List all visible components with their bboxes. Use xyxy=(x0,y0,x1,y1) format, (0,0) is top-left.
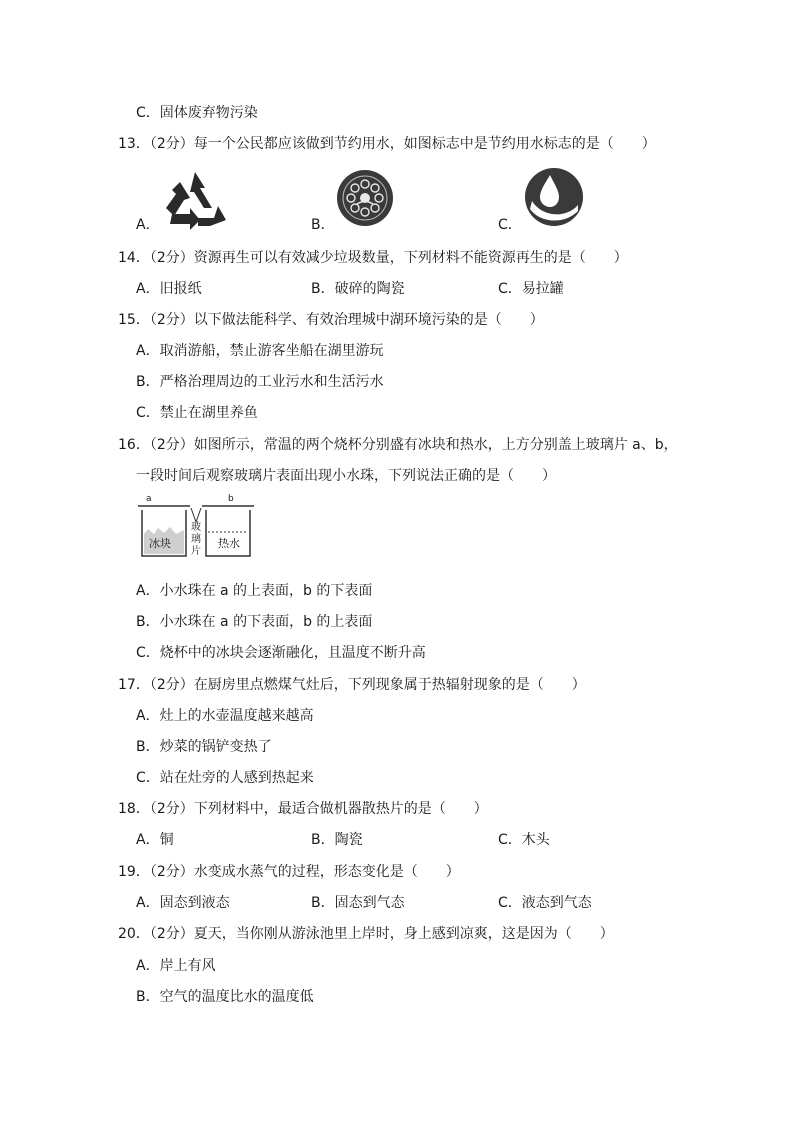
q20-option-a: A．岸上有风 xyxy=(136,958,216,974)
q16-option-b: B．小水珠在 a 的下表面，b 的上表面 xyxy=(136,614,373,630)
water-drop-hand-icon xyxy=(524,167,584,227)
q17-option-c: C．站在灶旁的人感到热起来 xyxy=(136,770,314,786)
beaker-left-label: 冰块 xyxy=(149,537,171,550)
q19-stem: 19．（2分）水变成水蒸气的过程，形态变化是（ ） xyxy=(118,864,460,880)
recycle-icon xyxy=(160,168,230,230)
glass-label-a: a xyxy=(146,494,152,504)
q19-option-b: B．固态到气态 xyxy=(311,895,405,911)
q19-option-a: A．固态到液态 xyxy=(136,895,230,911)
q13-option-c-label: C． xyxy=(498,217,522,233)
q17-stem: 17．（2分）在厨房里点燃煤气灶后，下列现象属于热辐射现象的是（ ） xyxy=(118,677,586,693)
q13-stem: 13．（2分）每一个公民都应该做到节约用水，如图标志中是节约用水标志的是（ ） xyxy=(118,136,656,152)
q19-option-c: C．液态到气态 xyxy=(498,895,592,911)
q18-option-a: A．铜 xyxy=(136,832,174,848)
glass-label-b: b xyxy=(228,494,234,504)
q14-stem: 14．（2分）资源再生可以有效减少垃圾数量，下列材料不能资源再生的是（ ） xyxy=(118,250,628,266)
q16-option-c: C．烧杯中的冰块会逐渐融化，且温度不断升高 xyxy=(136,645,426,661)
q13-option-a-label: A． xyxy=(136,217,160,233)
q16-stem-line2: 一段时间后观察玻璃片表面出现小水珠，下列说法正确的是（ ） xyxy=(136,468,556,484)
q16-stem-line1: 16．（2分）如图所示，常温的两个烧杯分别盛有冰块和热水，上方分别盖上玻璃片 a、b， xyxy=(118,437,678,453)
q17-option-a: A．灶上的水壶温度越来越高 xyxy=(136,708,314,724)
q16-option-a: A．小水珠在 a 的上表面，b 的下表面 xyxy=(136,583,373,599)
glass-label-1: 玻 xyxy=(191,522,201,533)
q14-option-a: A．旧报纸 xyxy=(136,281,202,297)
glass-label-3: 片 xyxy=(191,546,201,557)
q13-option-b-label: B． xyxy=(311,217,335,233)
q18-stem: 18．（2分）下列材料中，最适合做机器散热片的是（ ） xyxy=(118,801,488,817)
q12-option-c: C．固体废弃物污染 xyxy=(136,105,258,121)
beaker-right-label: 热水 xyxy=(218,537,240,550)
q15-option-c: C．禁止在湖里养鱼 xyxy=(136,405,258,421)
q18-option-b: B．陶瓷 xyxy=(311,832,363,848)
q18-option-c: C．木头 xyxy=(498,832,550,848)
q15-stem: 15．（2分）以下做法能科学、有效治理城中湖环境污染的是（ ） xyxy=(118,312,544,328)
emblem-seal-icon xyxy=(335,168,395,228)
q20-stem: 20．（2分）夏天，当你刚从游泳池里上岸时，身上感到凉爽，这是因为（ ） xyxy=(118,926,614,942)
q15-option-a: A．取消游船，禁止游客坐船在湖里游玩 xyxy=(136,343,384,359)
q14-option-c: C．易拉罐 xyxy=(498,281,564,297)
q14-option-b: B．破碎的陶瓷 xyxy=(311,281,405,297)
beaker-diagram xyxy=(136,496,256,562)
q20-option-b: B．空气的温度比水的温度低 xyxy=(136,989,314,1005)
q15-option-b: B．严格治理周边的工业污水和生活污水 xyxy=(136,374,384,390)
q17-option-b: B．炒菜的锅铲变热了 xyxy=(136,739,272,755)
glass-label-2: 璃 xyxy=(191,534,201,545)
